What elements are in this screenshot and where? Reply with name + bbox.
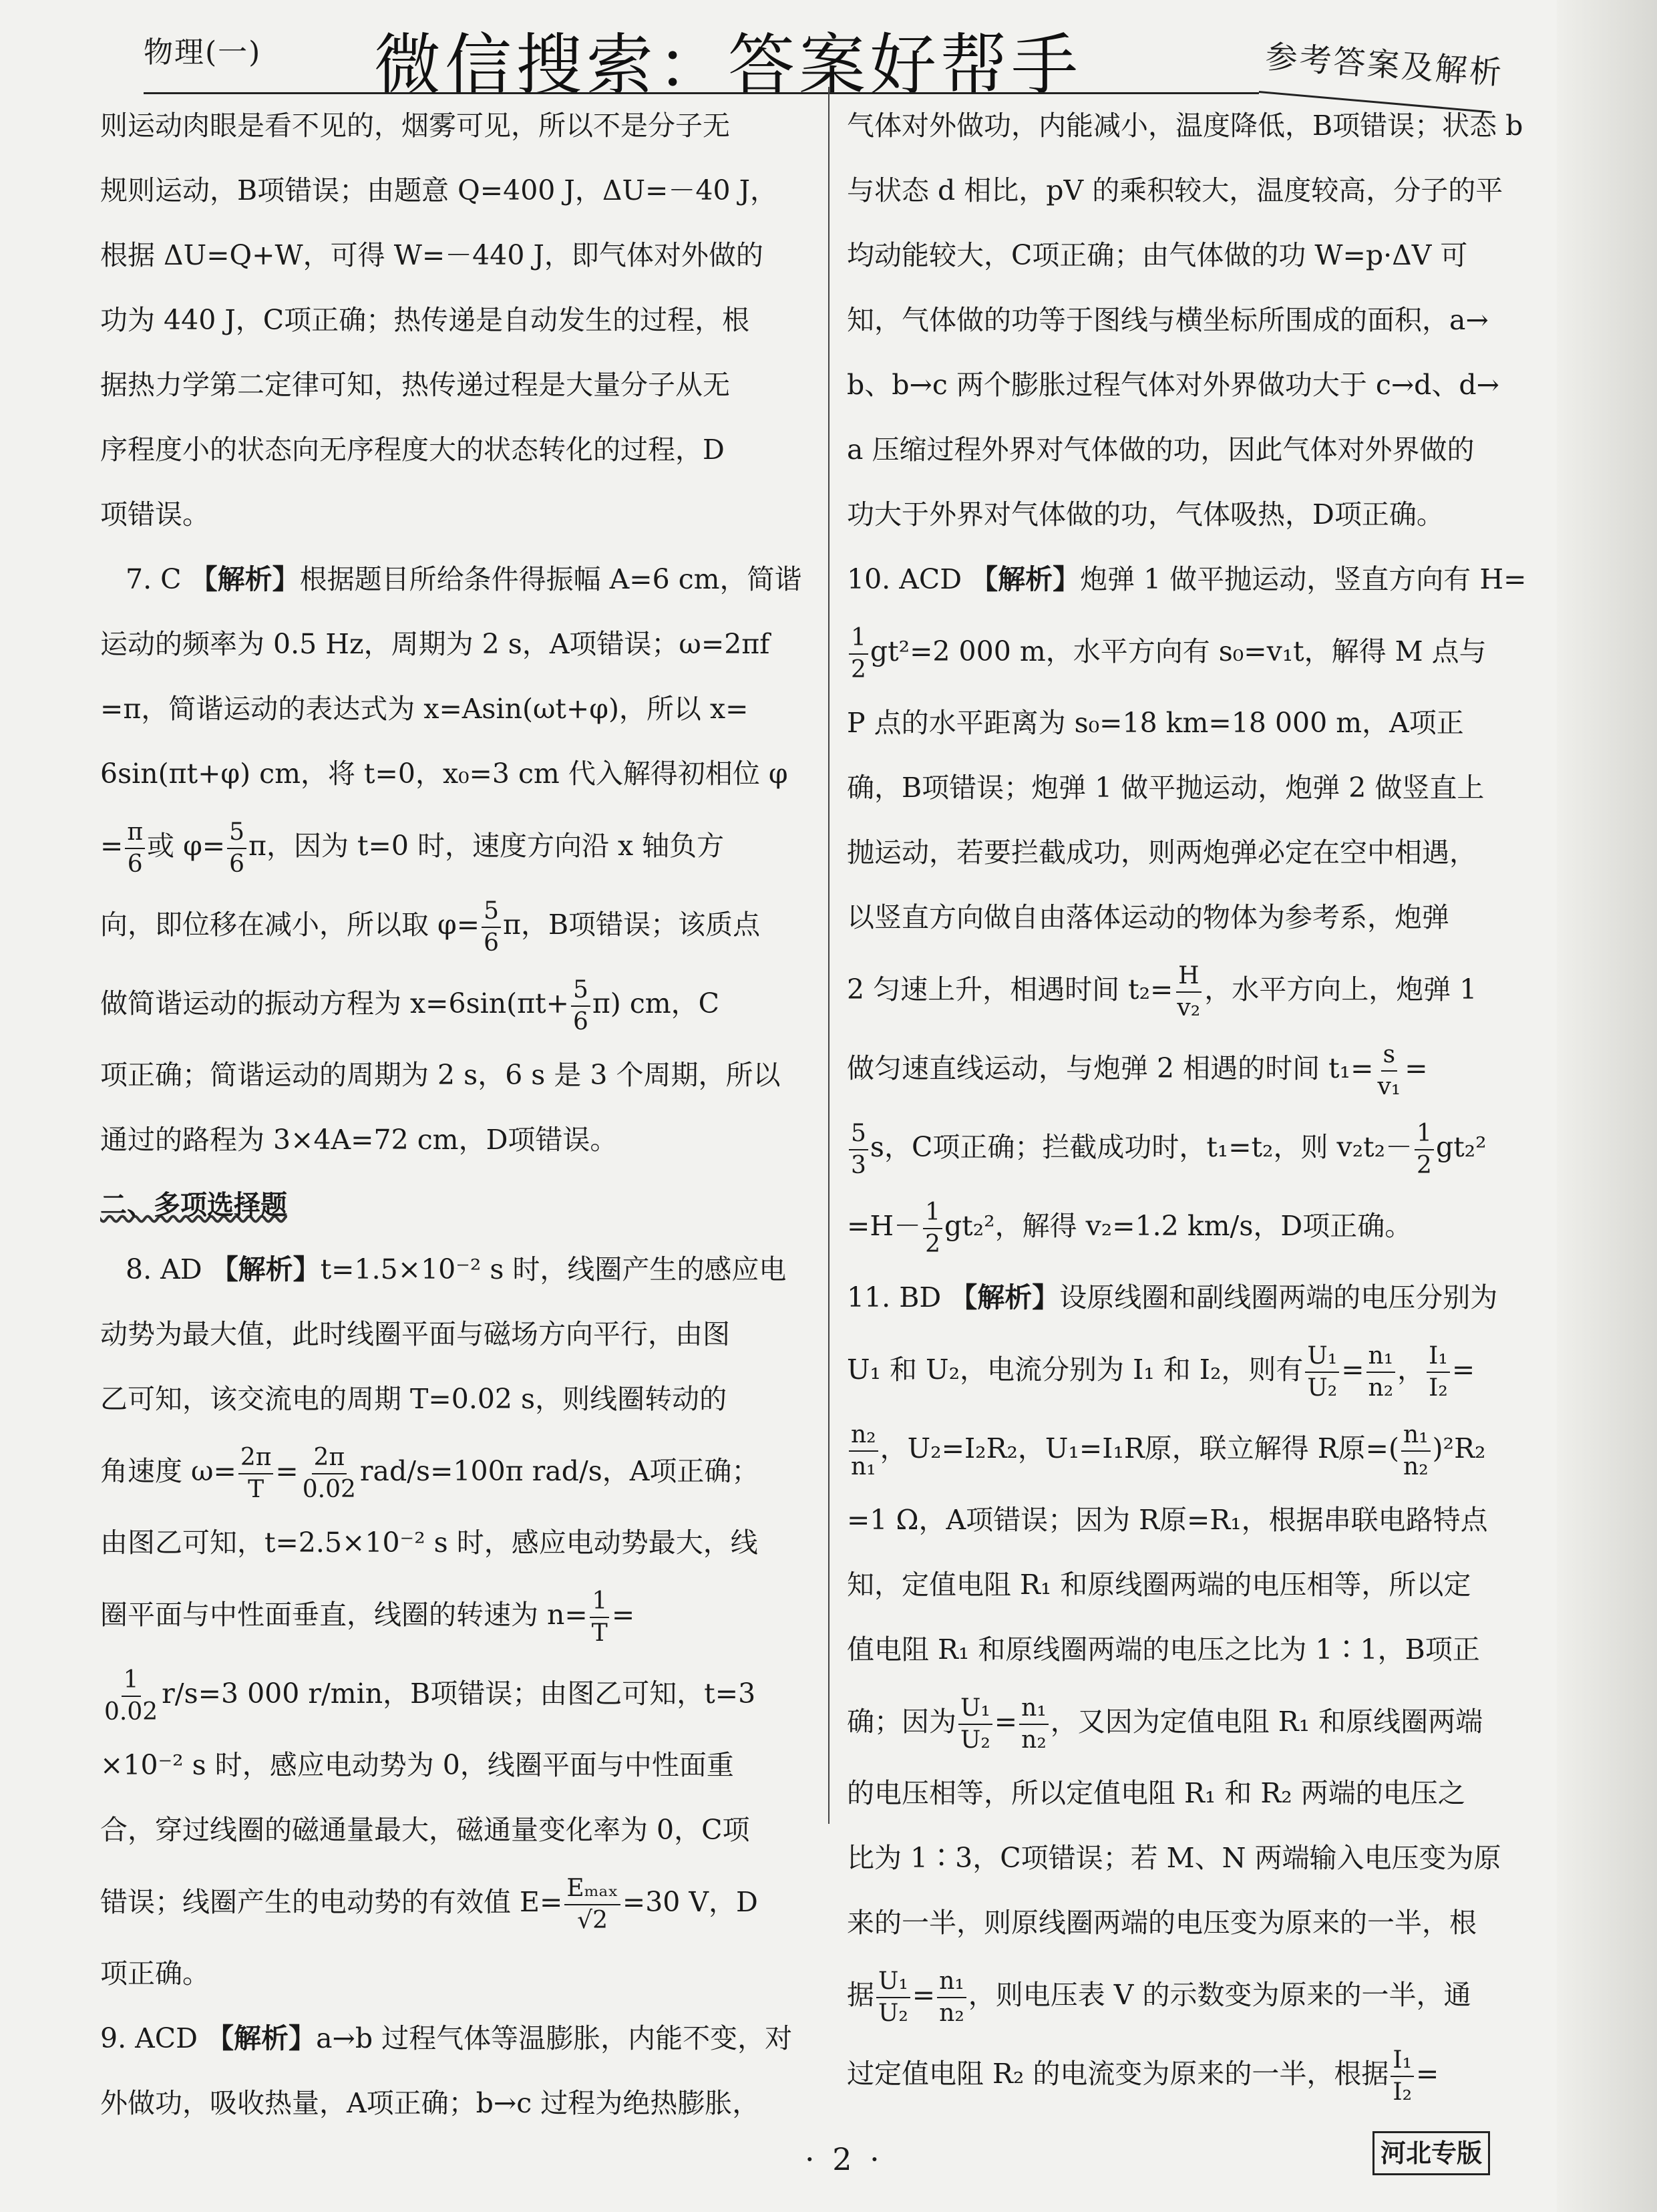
- numerator: 5: [571, 975, 590, 1007]
- text-line: 据热力学第二定律可知，热传递过程是大量分子从无: [100, 369, 730, 401]
- analysis-tag: 【解析】: [210, 1253, 321, 1285]
- denominator: v₂: [1177, 993, 1201, 1021]
- text-span: 确；因为: [847, 1706, 956, 1738]
- answer-7: [100, 547, 821, 1172]
- denominator: 3: [851, 1151, 866, 1179]
- text-line: 乙可知，该交流电的周期 T=0.02 s，则线圈转动的: [100, 1383, 727, 1415]
- text-span: =: [611, 1599, 635, 1631]
- answer-8: [100, 1237, 821, 2006]
- text-line: [847, 1409, 1501, 1488]
- fraction: [1391, 2045, 1414, 2108]
- question-number: 8. AD: [126, 1253, 202, 1285]
- text-line: 抛运动，若要拦截成功，则两炮弹必定在空中相遇，: [847, 836, 1477, 868]
- fraction: [849, 623, 868, 685]
- text-span: t=1.5×10⁻² s 时，线圈产生的感应电: [320, 1253, 787, 1285]
- denominator: I₂: [1429, 1374, 1448, 1402]
- answer-10: [847, 547, 1527, 1265]
- text-line: 知，气体做的功等于图线与横坐标所围成的面积，a→: [847, 304, 1489, 336]
- text-span: 做简谐运动的振动方程为 x=6sin(πt+: [100, 987, 569, 1019]
- denominator: T: [248, 1475, 264, 1503]
- text-span: )²R₂: [1432, 1432, 1486, 1464]
- numerator: n₁: [1366, 1341, 1396, 1373]
- text-line: 值电阻 R₁ 和原线圈两端的电压之比为 1∶1，B项正: [847, 1633, 1480, 1666]
- answer-9-continued: [847, 94, 1523, 547]
- numerator: 1: [122, 1665, 141, 1697]
- question-number: 7. C: [126, 563, 182, 595]
- text-span: 过定值电阻 R₂ 的电流变为原来的一半，根据: [847, 2058, 1389, 2090]
- watermark-search-text: 微信搜索：答案好帮手: [374, 26, 1082, 104]
- answer-11: [847, 1265, 1501, 2113]
- text-line: ×10⁻² s 时，感应电动势为 0，线圈平面与中性面重: [100, 1749, 734, 1781]
- text-line: [847, 950, 1501, 1029]
- fraction: [937, 1966, 966, 2029]
- text-span: gt²=2 000 m，水平方向有 s₀=v₁t，解得 M 点与: [870, 635, 1487, 667]
- denominator: n₂: [1021, 1726, 1047, 1754]
- fraction: [590, 1586, 610, 1649]
- text-span: =: [1405, 1052, 1428, 1084]
- numerator: n₁: [1019, 1693, 1049, 1725]
- numerator: I₁: [1391, 2045, 1414, 2077]
- text-span: ，: [1397, 1354, 1425, 1386]
- numerator: 2π: [312, 1442, 347, 1474]
- text-line: [100, 1575, 821, 1654]
- numerator: n₁: [937, 1966, 966, 1998]
- text-span: 2 匀速上升，相遇时间 t₂=: [847, 973, 1173, 1005]
- numerator: U₁: [958, 1693, 992, 1725]
- text-line: 根据 ΔU=Q+W，可得 W=－440 J，即气体对外做的: [100, 239, 763, 271]
- answer-6-continued: [100, 94, 821, 547]
- text-line: 序程度小的状态向无序程度大的状态转化的过程，D: [100, 434, 725, 466]
- text-span: =: [1416, 2058, 1439, 2090]
- text-line: 外做功，吸收热量，A项正确；b→c 过程为绝热膨胀，: [100, 2087, 760, 2119]
- analysis-tag: 【解析】: [190, 563, 300, 595]
- denominator: 0.02: [302, 1475, 356, 1503]
- fraction: [482, 896, 501, 959]
- text-line: [100, 1432, 821, 1511]
- text-span: 根据题目所给条件得振幅 A=6 cm，简谐: [299, 563, 802, 595]
- text-line: 运动的频率为 0.5 Hz，周期为 2 s，A项错误；ω=2πf: [100, 628, 770, 660]
- numerator: 1: [590, 1586, 609, 1618]
- text-line: [847, 1187, 1501, 1265]
- page-number: · 2 ·: [805, 2141, 884, 2177]
- denominator: 2: [851, 655, 866, 683]
- fraction: [1427, 1341, 1450, 1404]
- numerator: n₂: [849, 1420, 878, 1452]
- text-span: 向，即位移在减小，所以取 φ=: [100, 909, 480, 941]
- text-line: =1 Ω，A项错误；因为 R原=R₁，根据串联电路特点: [847, 1504, 1488, 1536]
- text-line: 的电压相等，所以定值电阻 R₁ 和 R₂ 两端的电压之: [847, 1777, 1465, 1809]
- text-line: [847, 1108, 1501, 1187]
- numerator: 1: [923, 1197, 942, 1229]
- text-span: =H－: [847, 1210, 922, 1242]
- section-heading-text: 二、多项选择题: [100, 1190, 287, 1221]
- fraction: [301, 1442, 358, 1505]
- text-span: ，则电压表 V 的示数变为原来的一半，通: [968, 1979, 1471, 2011]
- text-line: [100, 964, 821, 1043]
- analysis-tag: 【解析】: [950, 1281, 1060, 1313]
- text-span: gt₂²: [1435, 1131, 1487, 1163]
- text-span: ，又因为定值电阻 R₁ 和原线圈两端: [1050, 1706, 1483, 1738]
- answer-9: [100, 2006, 821, 2136]
- fraction: [849, 1118, 868, 1181]
- text-span: s，C项正确；拦截成功时，t₁=t₂，则 v₂t₂－: [870, 1131, 1413, 1163]
- text-line: 动势为最大值，此时线圈平面与磁场方向平行，由图: [100, 1318, 730, 1350]
- denominator: n₂: [1403, 1452, 1429, 1480]
- text-line: 通过的路程为 3×4A=72 cm，D项错误。: [100, 1124, 618, 1156]
- page-edge-shadow: [1557, 0, 1657, 2212]
- text-span: 做匀速直线运动，与炮弹 2 相遇的时间 t₁=: [847, 1052, 1374, 1084]
- denominator: 2: [925, 1230, 941, 1258]
- fraction: [571, 975, 590, 1038]
- text-line: [847, 2034, 1501, 2113]
- fraction: [125, 817, 145, 880]
- analysis-tag: 【解析】: [970, 563, 1081, 595]
- text-span: π，因为 t=0 时，速度方向沿 x 轴负方: [248, 830, 725, 862]
- question-number: 11. BD: [847, 1281, 942, 1313]
- numerator: U₁: [1305, 1341, 1339, 1373]
- text-line: [847, 1955, 1501, 2034]
- denominator: U₂: [878, 1999, 908, 2027]
- denominator: 6: [229, 850, 245, 878]
- text-span: 据: [847, 1979, 874, 2011]
- right-column: [847, 94, 1527, 2113]
- numerator: π: [125, 817, 145, 849]
- text-span: =: [275, 1455, 299, 1487]
- fraction: [876, 1966, 910, 2029]
- question-number: 9. ACD: [100, 2022, 198, 2054]
- section-title: 参考答案及解析: [1264, 38, 1505, 92]
- fraction: [1019, 1693, 1049, 1756]
- denominator: n₂: [939, 1999, 964, 2027]
- text-span: π) cm，C: [592, 987, 720, 1019]
- fraction: [1375, 1040, 1403, 1102]
- text-line: [100, 1863, 821, 1941]
- analysis-tag: 【解析】: [206, 2022, 317, 2054]
- text-line: [847, 1330, 1501, 1409]
- text-line: 项错误。: [100, 498, 210, 530]
- text-line: 知，定值电阻 R₁ 和原线圈两端的电压相等，所以定: [847, 1569, 1471, 1601]
- fraction: [923, 1197, 942, 1260]
- text-line: [847, 1682, 1501, 1761]
- text-line: 以竖直方向做自由落体运动的物体为参考系，炮弹: [847, 901, 1449, 933]
- text-line: 合，穿过线圈的磁通量最大，磁通量变化率为 0，C项: [100, 1814, 750, 1846]
- text-span: 炮弹 1 做平抛运动，竖直方向有 H=: [1080, 563, 1527, 595]
- text-line: [100, 806, 821, 885]
- text-span: =: [1341, 1354, 1364, 1386]
- text-line: 确，B项错误；炮弹 1 做平抛运动，炮弹 2 做竖直上: [847, 772, 1485, 804]
- denominator: U₂: [960, 1726, 990, 1754]
- left-column: [100, 94, 821, 2136]
- subject-label: 物理(一): [144, 35, 262, 69]
- numerator: 5: [849, 1118, 868, 1150]
- text-span: =30 V，D: [622, 1886, 758, 1918]
- section-heading: [100, 1172, 821, 1237]
- denominator: √2: [577, 1906, 608, 1934]
- text-span: =: [100, 830, 124, 862]
- text-line: =π，简谐运动的表达式为 x=Asin(ωt+φ)，所以 x=: [100, 693, 749, 725]
- fraction: [1175, 961, 1202, 1023]
- fraction: [227, 817, 246, 880]
- text-line: [100, 885, 821, 964]
- text-line: P 点的水平距离为 s₀=18 km=18 000 m，A项正: [847, 707, 1464, 739]
- denominator: T: [591, 1619, 608, 1647]
- denominator: 6: [484, 929, 499, 957]
- text-line: 气体对外做功，内能减小，温度降低，B项错误；状态 b: [847, 110, 1523, 142]
- denominator: v₁: [1377, 1072, 1401, 1100]
- text-span: =: [1451, 1354, 1475, 1386]
- text-line: 比为 1∶3，C项错误；若 M、N 两端输入电压变为原: [847, 1842, 1501, 1874]
- text-span: ，水平方向上，炮弹 1: [1204, 973, 1477, 1005]
- fraction: [1366, 1341, 1396, 1404]
- text-span: rad/s=100π rad/s，A项正确；: [359, 1455, 759, 1487]
- text-span: 圈平面与中性面垂直，线圈的转速为 n=: [100, 1599, 588, 1631]
- numerator: n₁: [1401, 1420, 1431, 1452]
- denominator: U₂: [1307, 1374, 1338, 1402]
- numerator: Eₘₐₓ: [564, 1873, 620, 1905]
- fraction: [958, 1693, 992, 1756]
- text-span: a→b 过程气体等温膨胀，内能不变，对: [316, 2022, 793, 2054]
- denominator: n₂: [1368, 1374, 1394, 1402]
- denominator: 2: [1417, 1151, 1432, 1179]
- text-span: ，U₂=I₂R₂，U₁=I₁R原，联立解得 R原=(: [880, 1432, 1400, 1464]
- numerator: 5: [482, 896, 501, 928]
- text-line: 与状态 d 相比，pV 的乘积较大，温度较高，分子的平: [847, 174, 1503, 206]
- fraction: [564, 1873, 620, 1936]
- text-line: 则运动肉眼是看不见的，烟雾可见，所以不是分子无: [100, 110, 730, 142]
- text-line: 规则运动，B项错误；由题意 Q=400 J，ΔU=－40 J，: [100, 174, 778, 206]
- text-line: 均动能较大，C项正确；由气体做的功 W=p·ΔV 可: [847, 239, 1468, 271]
- column-divider: [828, 87, 830, 1824]
- denominator: 6: [127, 850, 143, 878]
- numerator: I₁: [1427, 1341, 1450, 1373]
- text-line: [100, 1654, 821, 1733]
- text-line: b、b→c 两个膨胀过程气体对外界做功大于 c→d、d→: [847, 369, 1500, 401]
- numerator: H: [1176, 961, 1201, 993]
- text-span: gt₂²，解得 v₂=1.2 km/s，D项正确。: [944, 1210, 1413, 1242]
- text-line: 由图乙可知，t=2.5×10⁻² s 时，感应电动势最大，线: [100, 1527, 758, 1559]
- text-line: 功为 440 J，C项正确；热传递是自动发生的过程，根: [100, 304, 750, 336]
- numerator: 5: [227, 817, 246, 849]
- text-line: 项正确；简谐运动的周期为 2 s，6 s 是 3 个周期，所以: [100, 1059, 781, 1091]
- question-number: 10. ACD: [847, 563, 962, 595]
- fraction: [238, 1442, 274, 1505]
- text-span: 或 φ=: [147, 830, 226, 862]
- text-line: [847, 612, 1501, 691]
- text-span: 角速度 ω=: [100, 1455, 236, 1487]
- numerator: s: [1381, 1040, 1397, 1072]
- fraction: [1305, 1341, 1339, 1404]
- fraction: [1401, 1420, 1431, 1482]
- text-span: π，B项错误；该质点: [503, 909, 761, 941]
- denominator: I₂: [1393, 2078, 1413, 2106]
- text-line: [100, 547, 821, 612]
- fraction: [849, 1420, 878, 1482]
- text-line: [847, 1265, 1501, 1330]
- text-span: 设原线圈和副线圈两端的电压分别为: [1059, 1281, 1498, 1313]
- edition-badge: 河北专版: [1372, 2131, 1490, 2175]
- text-span: =: [994, 1706, 1018, 1738]
- text-span: r/s=3 000 r/min，B项错误；由图乙可知，t=3: [162, 1678, 756, 1710]
- fraction: [1415, 1118, 1434, 1181]
- fraction: [102, 1665, 160, 1728]
- numerator: 2π: [238, 1442, 274, 1474]
- text-line: [100, 2006, 821, 2071]
- text-span: U₁ 和 U₂，电流分别为 I₁ 和 I₂，则有: [847, 1354, 1304, 1386]
- numerator: U₁: [876, 1966, 910, 1998]
- numerator: 1: [849, 623, 868, 655]
- denominator: n₁: [851, 1452, 876, 1480]
- text-line: 来的一半，则原线圈两端的电压变为原来的一半，根: [847, 1907, 1477, 1939]
- text-span: =: [912, 1979, 936, 2011]
- denominator: 6: [572, 1007, 588, 1036]
- text-line: [847, 547, 1527, 612]
- numerator: 1: [1415, 1118, 1434, 1150]
- text-line: 6sin(πt+φ) cm，将 t=0，x₀=3 cm 代入解得初相位 φ: [100, 758, 788, 790]
- text-span: 错误；线圈产生的电动势的有效值 E=: [100, 1886, 563, 1918]
- text-line: 项正确。: [100, 1957, 210, 1990]
- text-line: 功大于外界对气体做的功，气体吸热，D项正确。: [847, 498, 1444, 530]
- denominator: 0.02: [104, 1698, 158, 1726]
- text-line: [847, 1029, 1501, 1108]
- text-line: [100, 1237, 821, 1302]
- text-line: a 压缩过程外界对气体做的功，因此气体对外界做的: [847, 434, 1475, 466]
